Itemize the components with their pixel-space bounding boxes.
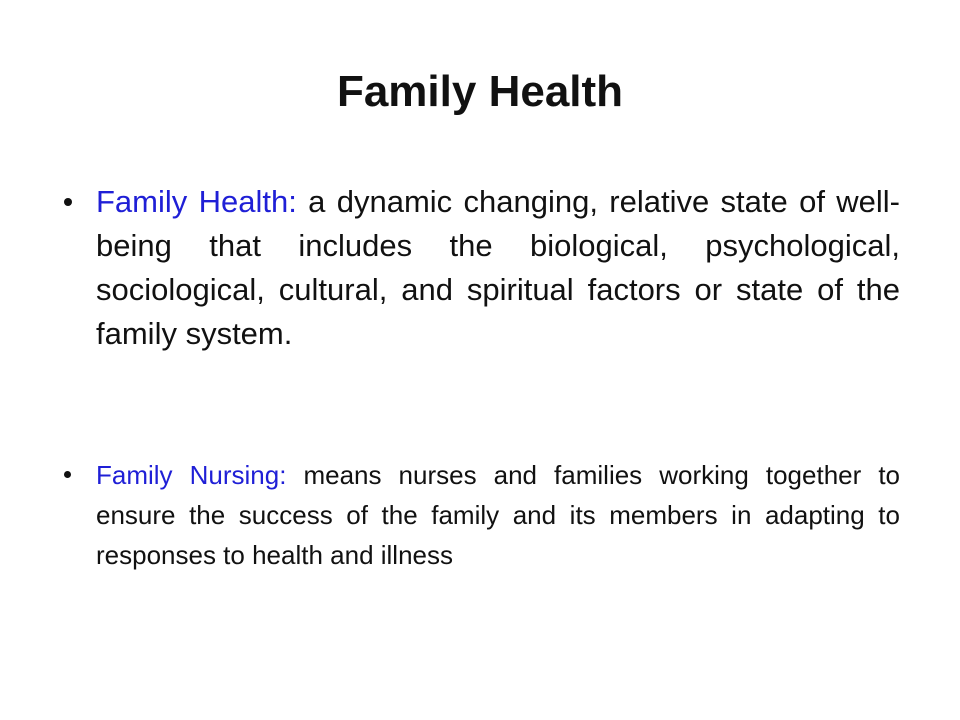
bullet-term: Family Health:: [96, 184, 297, 219]
bullet-term: Family Nursing:: [96, 460, 287, 490]
bullet-icon: [64, 471, 71, 478]
bullet-text: a dynamic changing, relative state of well-being that includes the biological, psychological, sociological, cultural, and spiritual factors or state of the family system.: [96, 184, 900, 351]
slide-title: Family Health: [336, 67, 624, 116]
bullet-icon: [64, 198, 72, 206]
bullet-text: means nurses and families working together to ensure the success of the family and its members in adapting to responses to health and illness: [96, 460, 900, 570]
bullet-item-family-health: [60, 180, 900, 356]
bullet-item-family-nursing: [60, 455, 900, 575]
